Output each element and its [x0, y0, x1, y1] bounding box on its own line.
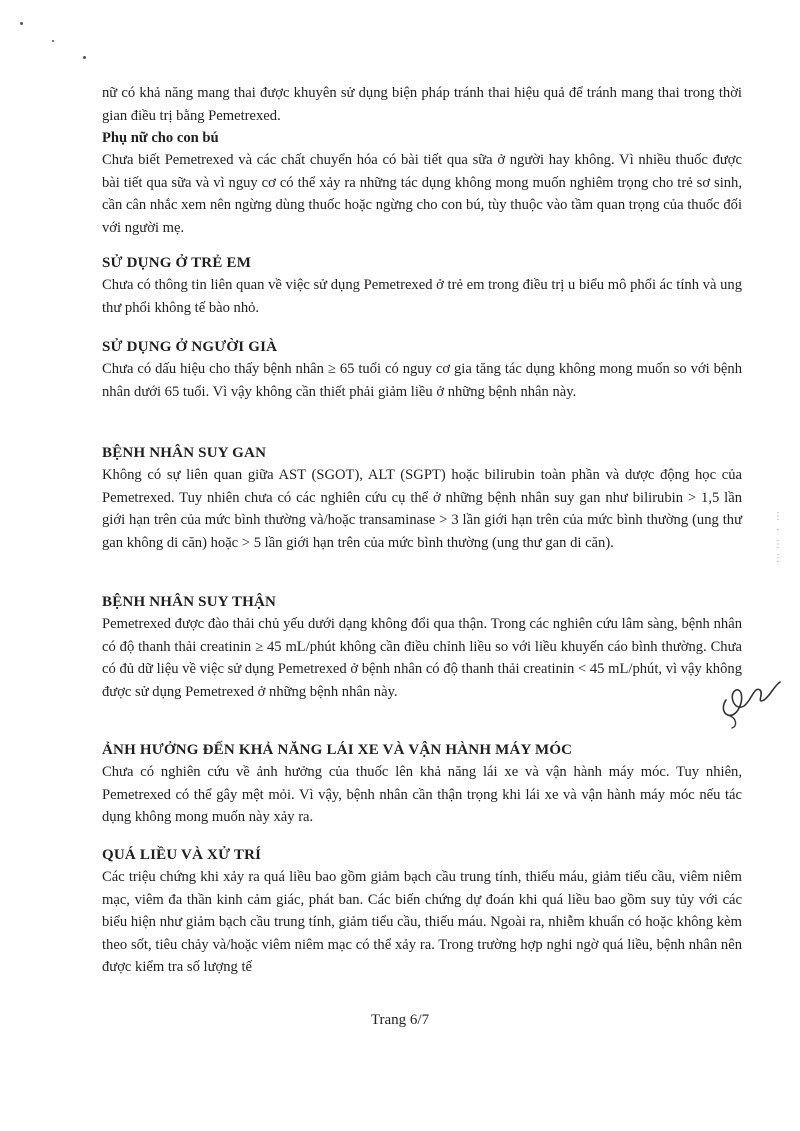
intro-paragraph: nữ có khả năng mang thai được khuyên sử dụng biện pháp tránh thai hiệu quả để tránh mang thai trong thời gian điều trị bằng Pemetrexed.: [102, 85, 742, 124]
margin-mark: ·: [776, 525, 780, 536]
margin-marks: [768, 510, 788, 566]
renal-heading: BỆNH NHÂN SUY THẬN: [102, 594, 277, 610]
overdose-heading: QUÁ LIỀU VÀ XỬ TRÍ: [102, 847, 262, 863]
elderly-paragraph: Chưa có dấu hiệu cho thấy bệnh nhân ≥ 65 tuổi có nguy cơ gia tăng tác dụng không mong muốn so với bệnh nhân dưới 65 tuổi. Vì vậy không cần thiết phải giảm liều ở những bệnh nhân này.: [102, 361, 742, 400]
hepatic-section: [102, 442, 742, 554]
margin-mark: ⋮: [773, 539, 783, 550]
scan-speck: [20, 22, 23, 25]
overdose-paragraph: Các triệu chứng khi xảy ra quá liều bao gồm giảm bạch cầu trung tính, thiếu máu, giảm tiểu cầu, viêm niêm mạc, viêm đa thần kinh cảm giác, phát ban. Các biến chứng dự đoán khi quá liều bao gồm suy tủy với các biểu hiện như giảm bạch cầu trung tính, giảm tiểu cầu, thiếu máu. Ngoài ra, nhiễm khuẩn có hoặc không kèm theo sốt, tiêu chảy và/hoặc viêm niêm mạc có thể xảy ra. Trong trường hợp nghi ngờ quá liều, bệnh nhân nên được kiểm tra số lượng tế: [102, 869, 742, 975]
margin-mark: ⋮: [773, 511, 783, 522]
pediatric-section: [102, 252, 742, 319]
breastfeeding-paragraph: Chưa biết Pemetrexed và các chất chuyển hóa có bài tiết qua sữa ở người hay không. Vì nhiều thuốc được bài tiết qua sữa và vì nguy cơ có thể xảy ra những tác dụng không mong muốn nghiêm trọng cho trẻ sơ sinh, cần cân nhắc xem nên ngừng dùng thuốc hoặc ngừng cho con bú, tùy thuộc vào tầm quan trọng của thuốc đối với người mẹ.: [102, 152, 742, 236]
pediatric-paragraph: Chưa có thông tin liên quan về việc sử dụng Pemetrexed ở trẻ em trong điều trị u biểu mô phổi ác tính và ung thư phổi không tế bào nhỏ.: [102, 277, 742, 316]
driving-paragraph: Chưa có nghiên cứu về ảnh hưởng của thuốc lên khả năng lái xe và vận hành máy móc. Tuy nhiên, Pemetrexed có thể gây mệt mỏi. Vì vậy, bệnh nhân cần thận trọng khi lái xe và vận hành máy móc nếu tác dụng không mong muốn này xảy ra.: [102, 764, 742, 825]
driving-heading: ẢNH HƯỞNG ĐẾN KHẢ NĂNG LÁI XE VÀ VẬN HÀNH MÁY MÓC: [102, 742, 573, 758]
page-footer: [0, 1010, 800, 1030]
intro-section: [102, 82, 742, 127]
renal-section: [102, 591, 742, 703]
scan-speck: [52, 40, 54, 42]
hepatic-heading: BỆNH NHÂN SUY GAN: [102, 445, 267, 461]
elderly-section: [102, 336, 742, 403]
hepatic-paragraph: Không có sự liên quan giữa AST (SGOT), ALT (SGPT) hoặc bilirubin toàn phần và dược động học của Pemetrexed. Tuy nhiên chưa có các nghiên cứu cụ thể ở những bệnh nhân suy gan như bilirubin > 1,5 lần giới hạn trên của mức bình thường và/hoặc transaminase > 3 lần giới hạn trên của mức bình thường (ung thư gan không di căn) hoặc > 5 lần giới hạn trên của mức bình thường (ung thư gan di căn).: [102, 467, 742, 551]
breastfeeding-heading: Phụ nữ cho con bú: [102, 130, 219, 146]
overdose-section: [102, 844, 742, 979]
pediatric-heading: SỬ DỤNG Ở TRẺ EM: [102, 255, 252, 271]
breastfeeding-section: [102, 127, 742, 239]
renal-paragraph: Pemetrexed được đào thải chủ yếu dưới dạng không đổi qua thận. Trong các nghiên cứu lâm sàng, bệnh nhân có độ thanh thải creatinin ≥ 45 mL/phút không cần điều chỉnh liều so với liều khuyến cáo bình thường. Chưa có đủ dữ liệu về việc sử dụng Pemetrexed ở bệnh nhân có độ thanh thải creatinin < 45 mL/phút, vì vậy không được sử dụng Pemetrexed ở những bệnh nhân này.: [102, 616, 742, 700]
handwritten-signature: [712, 660, 782, 730]
margin-mark: ⋮: [773, 553, 783, 564]
page-number: Trang 6/7: [370, 1012, 430, 1028]
driving-section: [102, 739, 742, 829]
scan-speck: [83, 56, 86, 59]
elderly-heading: SỬ DỤNG Ở NGƯỜI GIÀ: [102, 339, 278, 355]
